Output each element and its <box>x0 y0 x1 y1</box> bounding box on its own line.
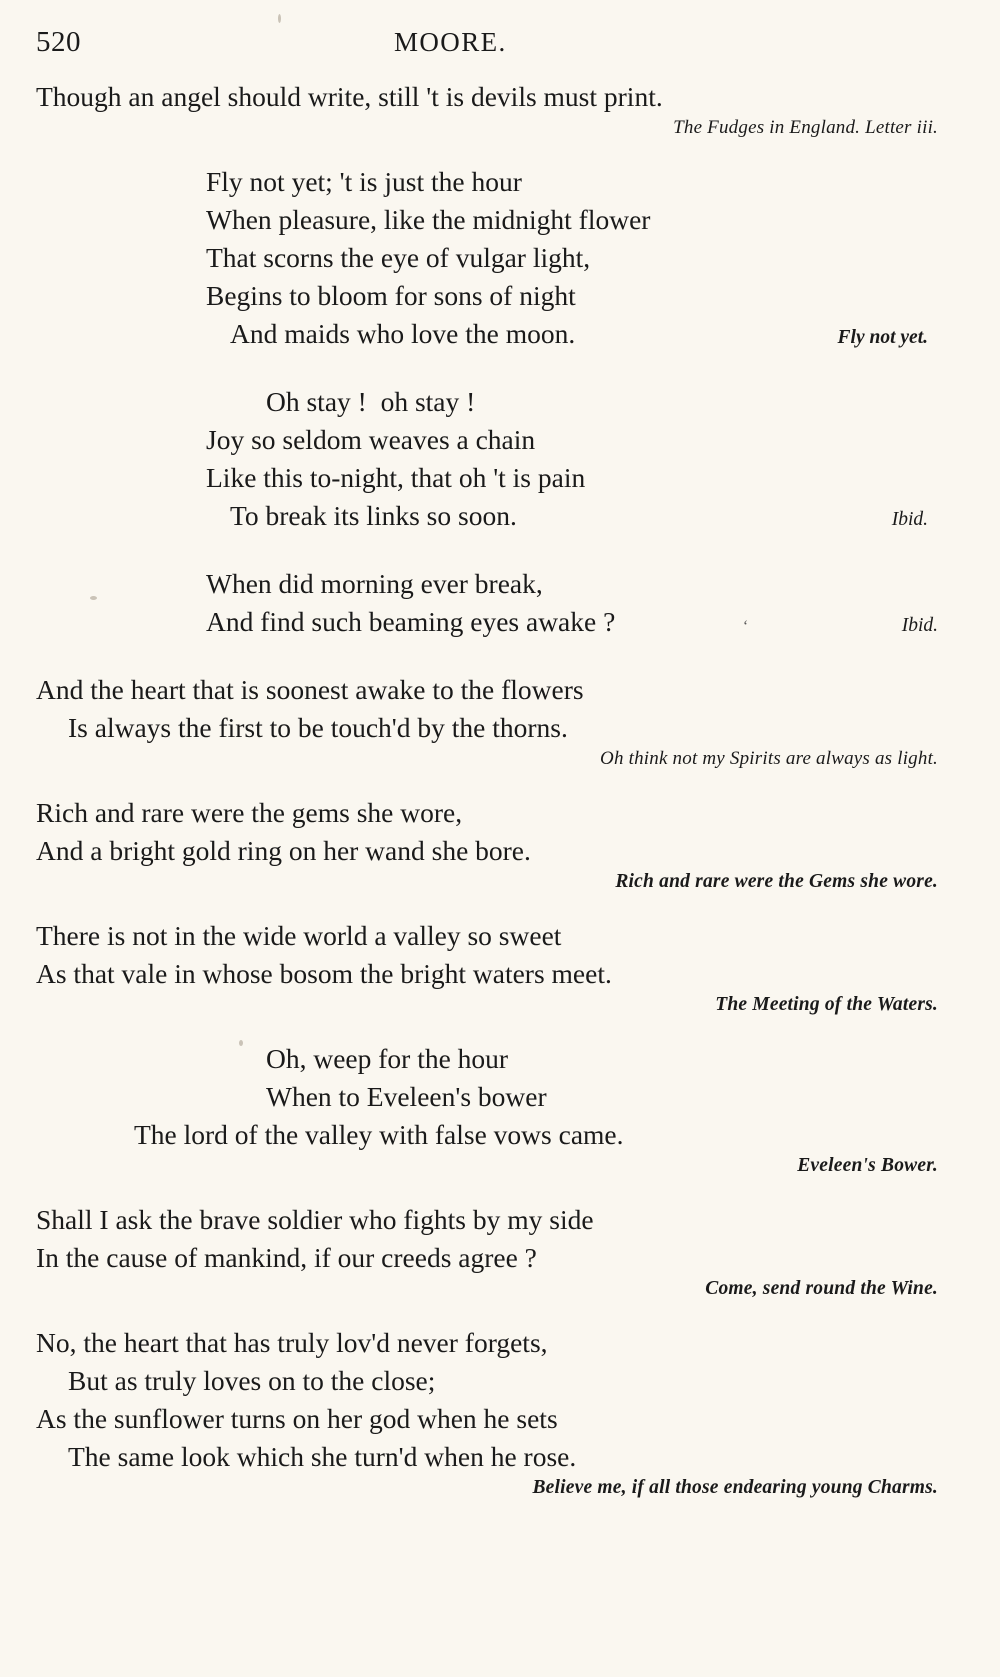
quote-line: That scorns the eye of vulgar light, <box>206 242 591 273</box>
page-header <box>34 26 938 72</box>
quote-line: There is not in the wide world a valley so sweet <box>36 920 562 951</box>
source-attribution: Oh think not my Spirits are always as light. <box>600 748 938 769</box>
quotation-block <box>34 794 938 893</box>
quote-line-text: And maids who love the moon. <box>230 318 576 349</box>
quotation-block <box>34 78 938 139</box>
scan-speck <box>90 596 97 600</box>
quotation-block <box>34 383 938 541</box>
quote-line: As the sunflower turns on her god when he sets <box>36 1403 558 1434</box>
page-body <box>34 78 938 1499</box>
quote-line: When pleasure, like the midnight flower <box>206 204 651 235</box>
quotation-block <box>34 1040 938 1177</box>
running-head: MOORE. <box>394 27 507 57</box>
source-attribution: The Fudges in England. Letter iii. <box>673 117 938 138</box>
quote-line: When did morning ever break, <box>206 568 543 599</box>
quote-line: But as truly loves on to the close; <box>68 1365 436 1396</box>
quote-line: Fly not yet; 't is just the hour <box>206 166 522 197</box>
quote-line: Oh stay ! oh stay ! <box>266 386 476 417</box>
quotation-block <box>34 1324 938 1499</box>
source-attribution: The Meeting of the Waters. <box>715 994 938 1015</box>
quote-line <box>34 315 938 359</box>
quote-line: Begins to bloom for sons of night <box>206 280 576 311</box>
source-attribution: Believe me, if all those endearing young Charms. <box>532 1477 938 1498</box>
quote-line: Oh, weep for the hour <box>266 1043 509 1074</box>
quote-line: And a bright gold ring on her wand she bore. <box>36 835 531 866</box>
quote-line: Though an angel should write, still 't is devils must print. <box>36 81 663 112</box>
quote-line: The same look which she turn'd when he rose. <box>68 1441 577 1472</box>
quote-line: Is always the first to be touch'd by the thorns. <box>68 712 568 743</box>
quote-line: Like this to-night, that oh 't is pain <box>206 462 586 493</box>
quote-line <box>34 603 938 647</box>
quotation-block <box>34 671 938 770</box>
quote-line-text: And find such beaming eyes awake ? <box>206 606 616 637</box>
source-attribution: Come, send round the Wine. <box>705 1278 938 1299</box>
quotation-block <box>34 163 938 359</box>
source-attribution: Eveleen's Bower. <box>797 1155 938 1176</box>
quote-line: No, the heart that has truly lov'd never forgets, <box>36 1327 548 1358</box>
quote-line: And the heart that is soonest awake to the flowers <box>36 674 584 705</box>
quotation-block <box>34 1201 938 1300</box>
quotation-block <box>34 917 938 1016</box>
quote-line <box>34 497 938 541</box>
source-attribution: Fly not yet. <box>837 327 928 348</box>
quote-line: The lord of the valley with false vows came. <box>134 1119 624 1150</box>
quote-line: In the cause of mankind, if our creeds agree ? <box>36 1242 537 1273</box>
page-number: 520 <box>36 26 81 58</box>
quote-line-text: To break its links so soon. <box>230 500 517 531</box>
quote-line: Joy so seldom weaves a chain <box>206 424 536 455</box>
quote-line: When to Eveleen's bower <box>266 1081 547 1112</box>
source-attribution: Rich and rare were the Gems she wore. <box>615 871 938 892</box>
quote-line: Rich and rare were the gems she wore, <box>36 797 463 828</box>
quote-line: As that vale in whose bosom the bright waters meet. <box>36 958 612 989</box>
source-attribution: Ibid. <box>891 509 928 530</box>
quotation-block <box>34 565 938 647</box>
stray-mark: ‘ <box>742 618 749 635</box>
source-attribution: Ibid. <box>901 615 938 636</box>
scan-speck <box>278 14 281 23</box>
quote-line: Shall I ask the brave soldier who fights by my side <box>36 1204 594 1235</box>
scan-speck <box>239 1040 243 1046</box>
